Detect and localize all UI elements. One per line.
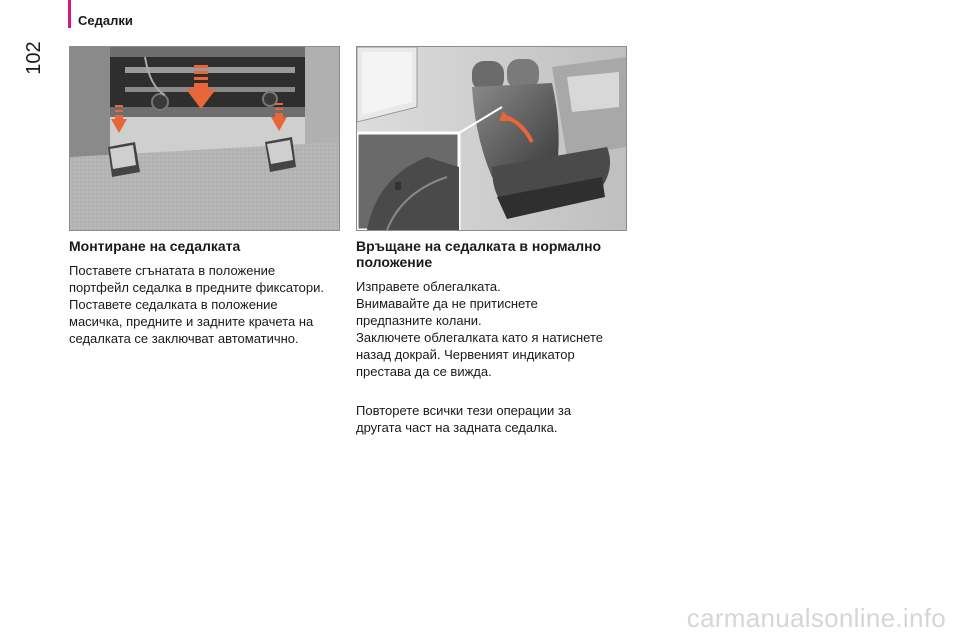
mounting-text-line: Поставете сгънатата в положение bbox=[69, 263, 276, 278]
watermark: carmanualsonline.info bbox=[686, 603, 946, 633]
repeat-text-line: другата част на задната седалка. bbox=[356, 420, 558, 435]
mounting-text-line: седалката се заключват автоматично. bbox=[69, 331, 299, 346]
seat-return-illustration bbox=[356, 46, 627, 231]
return-text-line: престава да се вижда. bbox=[356, 364, 492, 379]
mounting-text-line: портфейл седалка в предните фиксатори. bbox=[69, 280, 324, 295]
seat-mounting-illustration bbox=[69, 46, 340, 231]
return-heading: Връщане на седалката в нормално положение bbox=[356, 238, 602, 270]
section-accent-bar bbox=[68, 0, 71, 28]
return-text-line: Заключете облегалката като я натиснете bbox=[356, 330, 604, 345]
return-text-line: предпазните колани. bbox=[356, 313, 482, 328]
return-text-line: Изправете облегалката. bbox=[356, 279, 501, 294]
return-section bbox=[356, 238, 636, 436]
section-title: Седалки bbox=[78, 13, 133, 28]
return-text-line: назад докрай. Червеният индикатор bbox=[356, 347, 575, 362]
mounting-heading: Монтиране на седалката bbox=[69, 238, 241, 254]
mounting-text-line: масичка, предните и задните крачета на bbox=[69, 314, 314, 329]
repeat-text-line: Повторете всички тези операции за bbox=[356, 403, 572, 418]
mounting-section bbox=[69, 238, 349, 347]
return-text-line: Внимавайте да не притиснете bbox=[356, 296, 538, 311]
page-number: 102 bbox=[23, 41, 45, 75]
mounting-text-line: Поставете седалката в положение bbox=[69, 297, 278, 312]
